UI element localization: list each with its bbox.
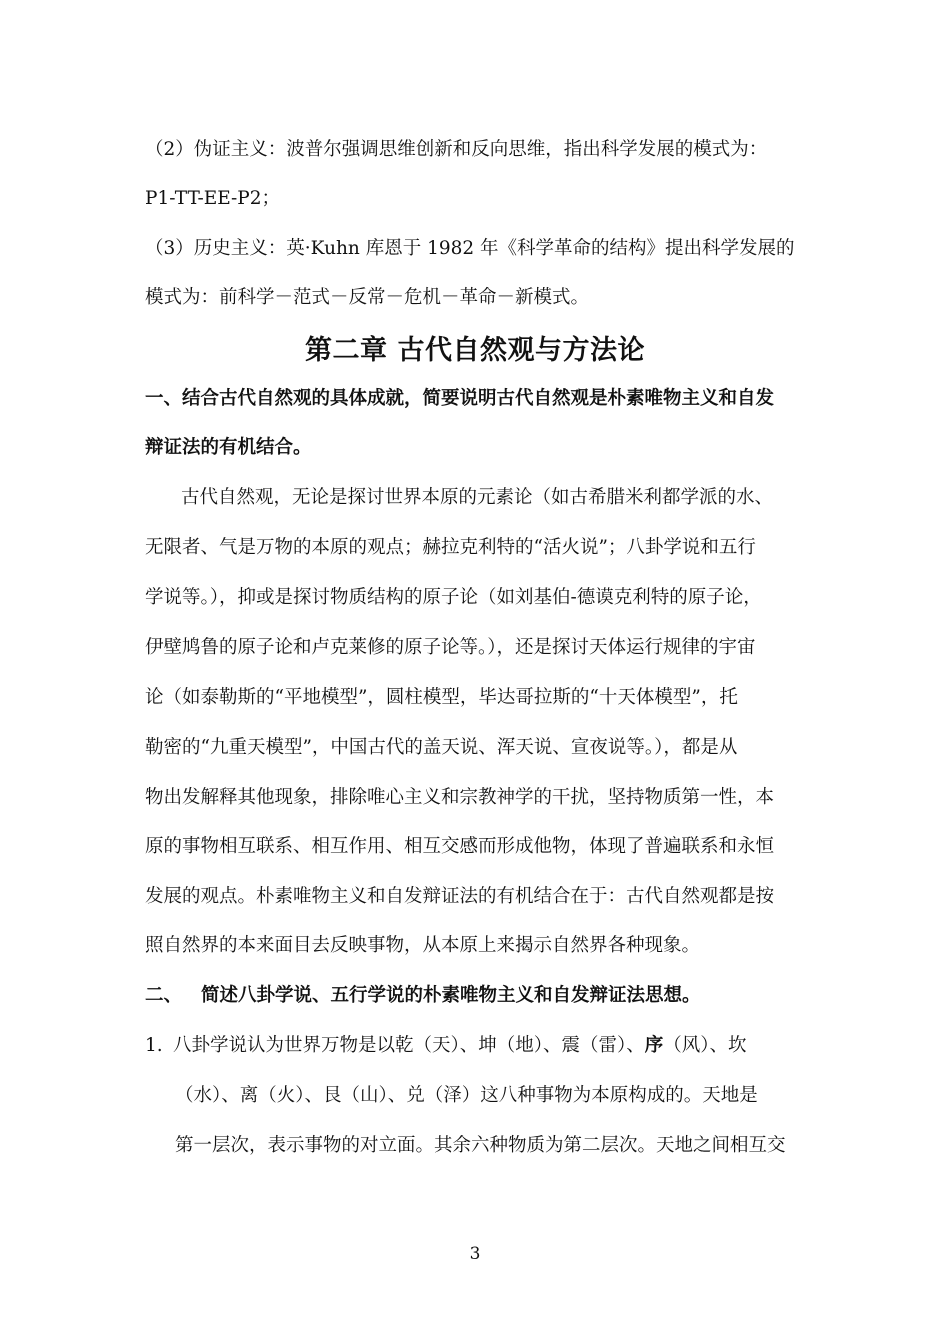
list-item-bold-char: 序 bbox=[644, 1035, 664, 1056]
section1-body-line: 学说等。），抑或是探讨物质结构的原子论（如刘基伯-德谟克利特的原子论， bbox=[145, 587, 762, 608]
section1-body-line: 古代自然观，无论是探讨世界本原的元素论（如古希腊米利都学派的水、 bbox=[181, 487, 774, 508]
section1-body-line: 发展的观点。朴素唯物主义和自发辩证法的有机结合在于：古代自然观都是按 bbox=[145, 886, 775, 907]
section1-body-line: 勒密的“九重天模型”，中国古代的盖天说、浑天说、宣夜说等。），都是从 bbox=[145, 737, 738, 758]
historicism-line-2: 模式为：前科学－范式－反常－危机－革命－新模式。 bbox=[145, 287, 590, 308]
section1-body-line: 伊壁鸠鲁的原子论和卢克莱修的原子论等。），还是探讨天体运行规律的宇宙 bbox=[145, 637, 756, 658]
chapter-title: 第二章 古代自然观与方法论 bbox=[305, 335, 645, 366]
section2-number: 二、 bbox=[145, 985, 183, 1006]
section1-body-line: 物出发解释其他现象，排除唯心主义和宗教神学的干扰，坚持物质第一性，本 bbox=[145, 787, 775, 808]
section1-heading-line-2: 辩证法的有机结合。 bbox=[145, 437, 312, 458]
section1-body-line: 无限者、气是万物的本原的观点；赫拉克利特的“活火说”；八卦学说和五行 bbox=[145, 537, 756, 558]
section2-title: 简述八卦学说、五行学说的朴素唯物主义和自发辩证法思想。 bbox=[201, 985, 701, 1006]
list-item-line-2: （水）、离（火）、艮（山）、兑（泽）这八种事物为本原构成的。天地是 bbox=[175, 1085, 758, 1106]
section1-body-line: 照自然界的本来面目去反映事物，从本原上来揭示自然界各种现象。 bbox=[145, 935, 701, 956]
section1-body-line: 原的事物相互联系、相互作用、相互交感而形成他物，体现了普遍联系和永恒 bbox=[145, 836, 775, 857]
list-item-marker: 1. bbox=[145, 1035, 163, 1056]
falsificationism-line-2: P1-TT-EE-P2； bbox=[145, 188, 281, 209]
falsificationism-line-1: （2）伪证主义：波普尔强调思维创新和反向思维，指出科学发展的模式为： bbox=[145, 139, 768, 160]
section1-heading-line-1: 一、结合古代自然观的具体成就，简要说明古代自然观是朴素唯物主义和自发 bbox=[145, 388, 775, 409]
list-item-text: 八卦学说认为世界万物是以乾（天）、坤（地）、震（雷）、 bbox=[173, 1035, 645, 1056]
list-item-line-1 bbox=[173, 1032, 805, 1060]
section1-body-line: 论（如泰勒斯的“平地模型”，圆柱模型，毕达哥拉斯的“十天体模型”，托 bbox=[145, 687, 738, 708]
historicism-line-1: （3）历史主义：英·Kuhn 库恩于 1982 年《科学革命的结构》提出科学发展的 bbox=[145, 238, 795, 259]
list-item-line-3: 第一层次，表示事物的对立面。其余六种物质为第二层次。天地之间相互交 bbox=[175, 1135, 786, 1156]
page-number: 3 bbox=[469, 1244, 481, 1264]
list-item-text: （风）、坎 bbox=[663, 1035, 747, 1056]
